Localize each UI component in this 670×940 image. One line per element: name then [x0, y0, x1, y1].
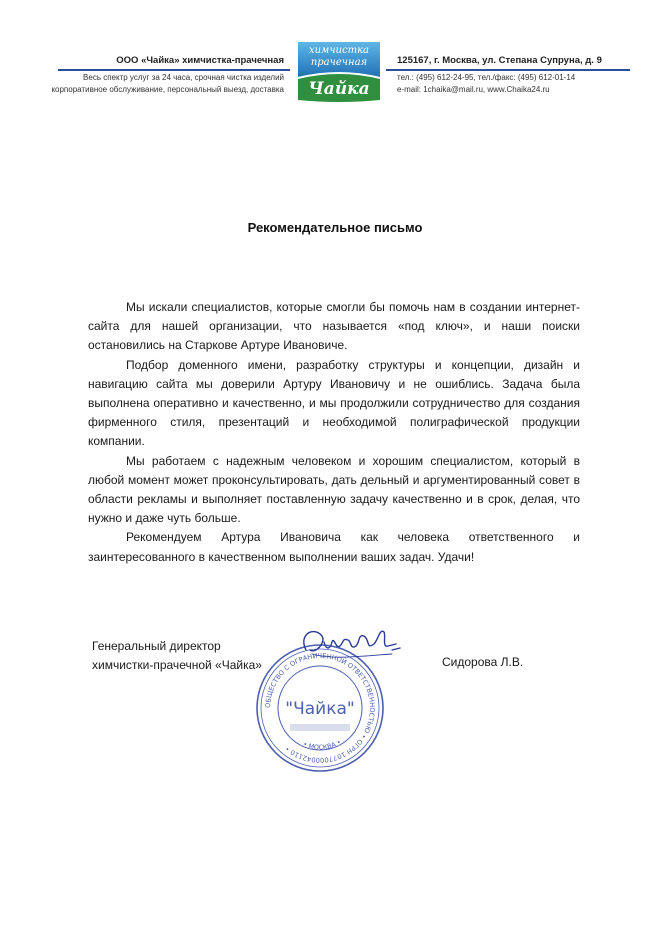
- logo-line-1: химчистка: [308, 45, 370, 56]
- position-line-2: химчистки-прачечной «Чайка»: [92, 658, 262, 672]
- paragraph-2: Подбор доменного имени, разработку структуры и концепции, дизайн и навигацию сайта мы доверили Артуру Ивановичу и не ошиблись. Задача была выполнена оперативно и качественно, и мы продолжили сотрудничество для создания фирменного стиля, презентаций и необходимой полиграфической продукции компании.: [88, 357, 580, 449]
- logo-brand: Чайка: [308, 79, 370, 99]
- stamp-blurred-number: [290, 724, 350, 731]
- paragraph-3: Мы работаем с надежным человеком и хорошим специалистом, который в любой момент может проконсультировать, дать дельный и аргументированный совет в области рекламы и выполняет поставленную задачу качественно и в срок, делая, что нужно и даже чуть больше.: [88, 453, 580, 526]
- handwritten-signature: [292, 620, 412, 664]
- logo-line-2: прачечная: [310, 57, 368, 68]
- signatory-position: [92, 637, 262, 675]
- letterhead-rule-left: [58, 69, 290, 71]
- company-name: ООО «Чайка» химчистка-прачечная: [116, 55, 284, 66]
- chaika-logo: [294, 38, 384, 104]
- letterhead-right: [397, 55, 602, 66]
- stamp-ring-text: ОБЩЕСТВО С ОГРАНИЧЕННОЙ ОТВЕТСТВЕННОСТЬЮ • ОГРН 1077000042110 •: [263, 651, 377, 765]
- paragraph-4: Рекомендуем Артура Ивановича как человека ответственного и заинтересованного в качественном выполнении ваших задач. Удачи!: [88, 530, 580, 564]
- letter-title: Рекомендательное письмо: [247, 220, 423, 235]
- letter-body: [88, 298, 580, 567]
- paragraph-1: Мы искали специалистов, которые смогли бы помочь нам в создании интернет-сайта для нашей организации, что называется «под ключ», и наши поиски остановились на Старкове Артуре Ивановиче.: [88, 300, 580, 353]
- contacts-text: [397, 72, 575, 95]
- position-line-1: Генеральный директор: [92, 639, 221, 653]
- stamp-city: • МОСКВА •: [301, 738, 343, 752]
- letterhead-left: [116, 55, 284, 66]
- signatory-name: Сидорова Л.В.: [442, 655, 524, 669]
- services-line-1: Весь спектр услуг за 24 часа, срочная чистка изделий: [83, 73, 284, 82]
- phones-line: тел.: (495) 612-24-95, тел./факс: (495) 612-01-14: [397, 73, 576, 82]
- letterhead-rule-right: [386, 69, 630, 71]
- stamp-center-text: "Чайка": [285, 699, 355, 719]
- services-text: [51, 72, 284, 95]
- email-web-line: e-mail: 1chaika@mail.ru, www.Chaika24.ru: [397, 84, 550, 94]
- services-line-2: корпоративное обслуживание, персональный выезд, доставка: [51, 84, 284, 94]
- company-address: 125167, г. Москва, ул. Степана Супруна, д. 9: [397, 55, 602, 66]
